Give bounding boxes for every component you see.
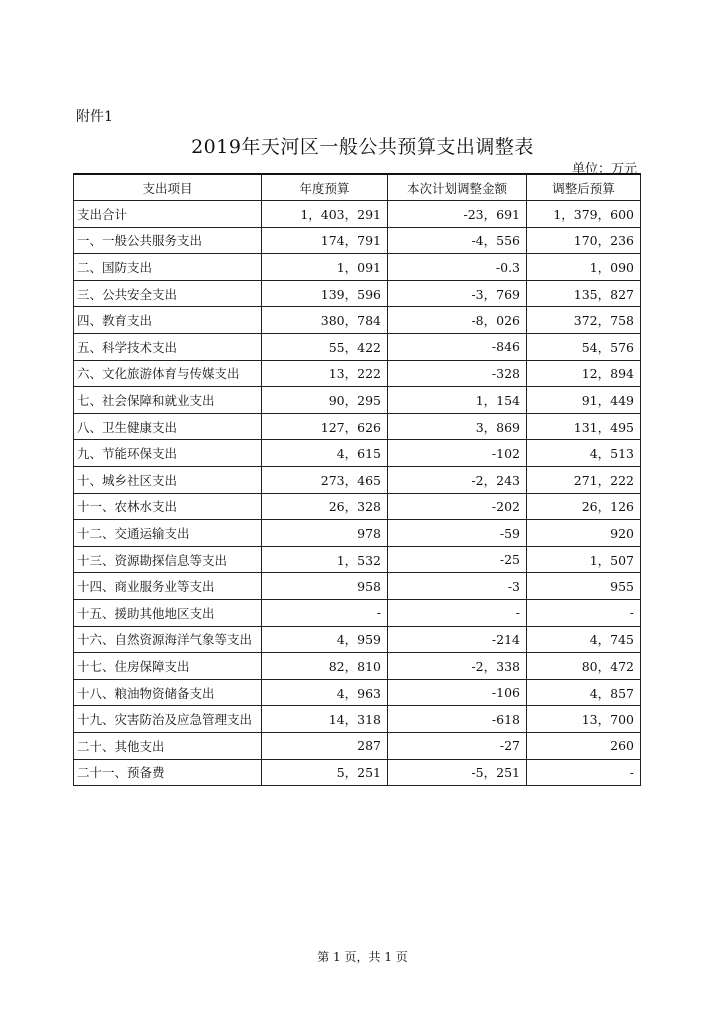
table-row [74, 493, 641, 520]
row-after-cell: 26，126 [527, 493, 641, 520]
row-adjust-cell: -328 [388, 360, 527, 387]
row-annual-cell: 82，810 [262, 653, 388, 680]
row-item-cell: 一、一般公共服务支出 [74, 227, 262, 254]
row-annual-cell: 1，091 [262, 254, 388, 281]
unit-label: 单位：万元 [571, 162, 637, 177]
row-annual-cell: 380，784 [262, 307, 388, 334]
row-adjust-cell: -8，026 [388, 307, 527, 334]
row-after-cell: 4，745 [527, 626, 641, 653]
row-adjust-cell: -2，243 [388, 467, 527, 494]
table-row [74, 360, 641, 387]
row-adjust-cell: -3 [388, 573, 527, 600]
row-adjust-cell: -4，556 [388, 227, 527, 254]
row-item-cell: 十七、住房保障支出 [74, 653, 262, 680]
row-after-cell: - [527, 600, 641, 627]
row-adjust-cell: -23，691 [388, 201, 527, 228]
table-row [74, 254, 641, 281]
table-row [74, 573, 641, 600]
row-item-cell: 十八、粮油物资储备支出 [74, 679, 262, 706]
row-item-cell: 五、科学技术支出 [74, 334, 262, 361]
row-annual-cell: 958 [262, 573, 388, 600]
row-after-cell: 372，758 [527, 307, 641, 334]
table-row [74, 440, 641, 467]
row-item-cell: 十九、灾害防治及应急管理支出 [74, 706, 262, 733]
row-item-cell: 十五、援助其他地区支出 [74, 600, 262, 627]
row-annual-cell: 5，251 [262, 759, 388, 786]
row-after-cell: 1，090 [527, 254, 641, 281]
row-adjust-cell: -846 [388, 334, 527, 361]
row-item-cell: 二、国防支出 [74, 254, 262, 281]
row-after-cell: 13，700 [527, 706, 641, 733]
row-adjust-cell: -5，251 [388, 759, 527, 786]
row-adjust-cell: -102 [388, 440, 527, 467]
row-item-cell: 十六、自然资源海洋气象等支出 [74, 626, 262, 653]
table-row [74, 653, 641, 680]
table-row [74, 307, 641, 334]
row-item-cell: 四、教育支出 [74, 307, 262, 334]
row-item-cell: 支出合计 [74, 201, 262, 228]
row-after-cell: 1，379，600 [527, 201, 641, 228]
row-item-cell: 十二、交通运输支出 [74, 520, 262, 547]
table-row [74, 706, 641, 733]
row-annual-cell: 1，403，291 [262, 201, 388, 228]
row-after-cell: 1，507 [527, 546, 641, 573]
row-annual-cell: 13，222 [262, 360, 388, 387]
page-footer: 第 1 页，共 1 页 [317, 950, 408, 964]
table-row [74, 201, 641, 228]
header-row [74, 174, 641, 201]
row-after-cell: - [527, 759, 641, 786]
row-after-cell: 135，827 [527, 280, 641, 307]
row-adjust-cell: -3，769 [388, 280, 527, 307]
table-row [74, 227, 641, 254]
table-row [74, 520, 641, 547]
table-row [74, 413, 641, 440]
row-after-cell: 955 [527, 573, 641, 600]
table-row [74, 600, 641, 627]
table-row [74, 334, 641, 361]
row-annual-cell: 1，532 [262, 546, 388, 573]
row-after-cell: 91，449 [527, 387, 641, 414]
row-item-cell: 二十、其他支出 [74, 732, 262, 759]
row-annual-cell: 4，963 [262, 679, 388, 706]
row-item-cell: 二十一、预备费 [74, 759, 262, 786]
row-after-cell: 260 [527, 732, 641, 759]
budget-table [73, 173, 641, 786]
document-title: 2019年天河区一般公共预算支出调整表 [191, 136, 534, 158]
row-adjust-cell: -106 [388, 679, 527, 706]
header-item: 支出项目 [74, 174, 262, 201]
table-row [74, 626, 641, 653]
row-adjust-cell: 3，869 [388, 413, 527, 440]
row-after-cell: 920 [527, 520, 641, 547]
table-row [74, 467, 641, 494]
row-adjust-cell: -27 [388, 732, 527, 759]
row-after-cell: 271，222 [527, 467, 641, 494]
header-adjusted-budget: 调整后预算 [527, 174, 641, 201]
row-annual-cell: 287 [262, 732, 388, 759]
row-adjust-cell: - [388, 600, 527, 627]
row-annual-cell: 174，791 [262, 227, 388, 254]
row-after-cell: 4，513 [527, 440, 641, 467]
row-annual-cell: 273，465 [262, 467, 388, 494]
row-item-cell: 七、社会保障和就业支出 [74, 387, 262, 414]
row-item-cell: 三、公共安全支出 [74, 280, 262, 307]
row-adjust-cell: 1，154 [388, 387, 527, 414]
row-adjust-cell: -59 [388, 520, 527, 547]
row-adjust-cell: -0.3 [388, 254, 527, 281]
row-after-cell: 54，576 [527, 334, 641, 361]
table-row [74, 546, 641, 573]
table-row [74, 759, 641, 786]
table-row [74, 732, 641, 759]
row-annual-cell: 90，295 [262, 387, 388, 414]
row-item-cell: 十四、商业服务业等支出 [74, 573, 262, 600]
header-adjustment: 本次计划调整金额 [388, 174, 527, 201]
row-after-cell: 170，236 [527, 227, 641, 254]
row-item-cell: 十、城乡社区支出 [74, 467, 262, 494]
table-header [74, 174, 641, 201]
row-adjust-cell: -25 [388, 546, 527, 573]
row-annual-cell: 978 [262, 520, 388, 547]
attachment-label: 附件1 [76, 109, 113, 125]
row-item-cell: 十一、农林水支出 [74, 493, 262, 520]
row-annual-cell: 139，596 [262, 280, 388, 307]
row-annual-cell: 4，959 [262, 626, 388, 653]
row-after-cell: 4，857 [527, 679, 641, 706]
header-annual-budget: 年度预算 [262, 174, 388, 201]
row-annual-cell: 26，328 [262, 493, 388, 520]
row-annual-cell: 14，318 [262, 706, 388, 733]
row-annual-cell: - [262, 600, 388, 627]
row-item-cell: 八、卫生健康支出 [74, 413, 262, 440]
table-row [74, 280, 641, 307]
row-annual-cell: 55，422 [262, 334, 388, 361]
row-item-cell: 六、文化旅游体育与传媒支出 [74, 360, 262, 387]
table-body [74, 201, 641, 786]
row-adjust-cell: -202 [388, 493, 527, 520]
row-after-cell: 80，472 [527, 653, 641, 680]
row-annual-cell: 4，615 [262, 440, 388, 467]
row-adjust-cell: -2，338 [388, 653, 527, 680]
row-item-cell: 九、节能环保支出 [74, 440, 262, 467]
row-after-cell: 12，894 [527, 360, 641, 387]
row-adjust-cell: -618 [388, 706, 527, 733]
table-row [74, 387, 641, 414]
row-annual-cell: 127，626 [262, 413, 388, 440]
row-adjust-cell: -214 [388, 626, 527, 653]
row-item-cell: 十三、资源勘探信息等支出 [74, 546, 262, 573]
table-row [74, 679, 641, 706]
row-after-cell: 131，495 [527, 413, 641, 440]
